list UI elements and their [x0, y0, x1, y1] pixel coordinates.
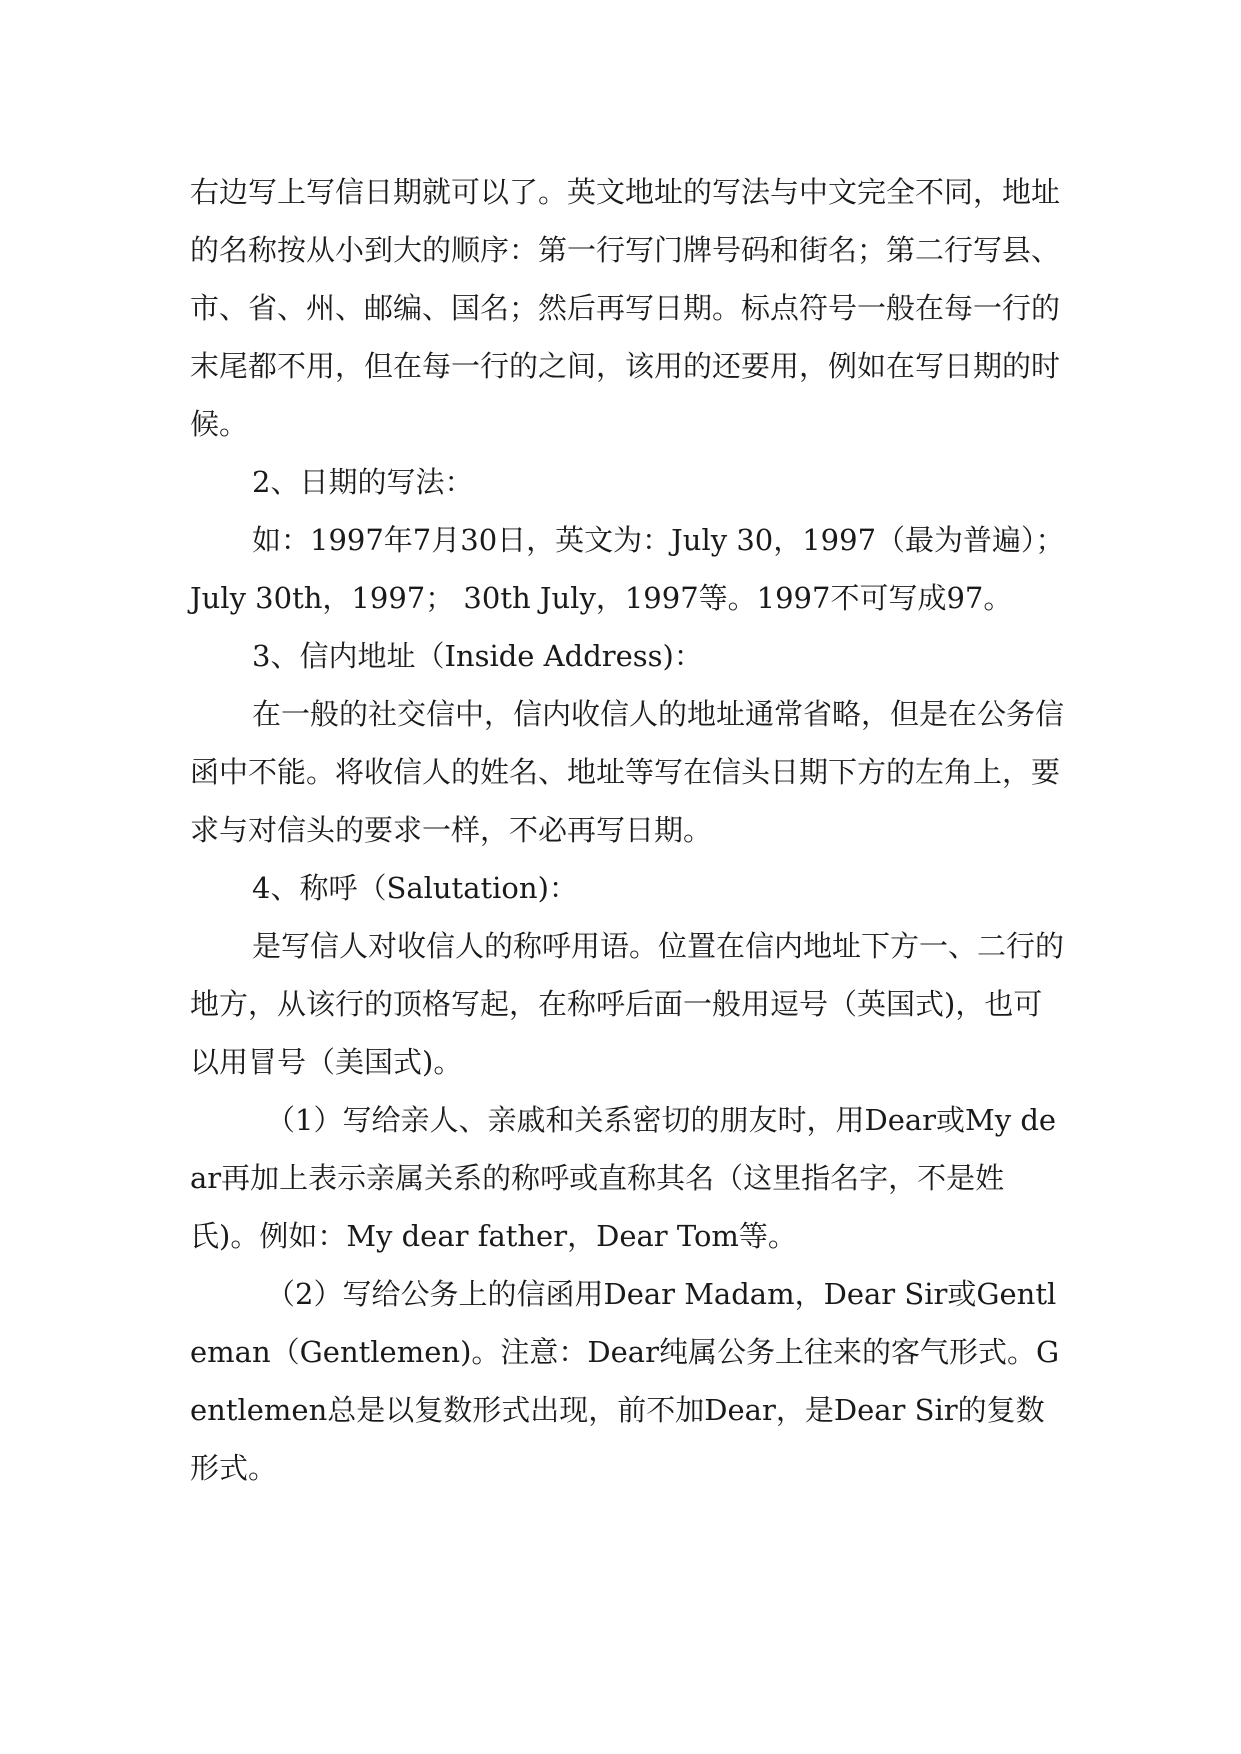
- paragraph-salutation-family: （1）写给亲人、亲戚和关系密切的朋友时，用Dear或My dear再加上表示亲属关系的称呼或直称其名（这里指名字，不是姓氏)。例如：My dear father，Dear Tom等。: [190, 1103, 1057, 1253]
- heading-inside-address: 3、信内地址（Inside Address)：: [252, 639, 703, 673]
- paragraph-address-format: 右边写上写信日期就可以了。英文地址的写法与中文完全不同，地址的名称按从小到大的顺序：第一行写门牌号码和街名；第二行写县、市、省、州、邮编、国名；然后再写日期。标点符号一般在每一行的末尾都不用，但在每一行的之间，该用的还要用，例如在写日期的时候。: [190, 175, 1061, 441]
- paragraph-inside-address: 在一般的社交信中，信内收信人的地址通常省略，但是在公务信函中不能。将收信人的姓名、地址等写在信头日期下方的左角上，要求与对信头的要求一样，不必再写日期。: [190, 697, 1065, 847]
- paragraph-salutation-business: （2）写给公务上的信函用Dear Madam，Dear Sir或Gentleman（Gentlemen)。注意：Dear纯属公务上往来的客气形式。Gentlemen总是以复数形式出现，前不加Dear，是Dear Sir的复数形式。: [190, 1277, 1060, 1485]
- paragraph-date-examples: 如：1997年7月30日，英文为：July 30，1997（最为普遍）； July 30th，1997； 30th July，1997等。1997不可写成97。: [190, 523, 1065, 615]
- paragraph-salutation: 是写信人对收信人的称呼用语。位置在信内地址下方一、二行的地方，从该行的顶格写起，在称呼后面一般用逗号（英国式)，也可以用冒号（美国式)。: [190, 929, 1065, 1079]
- heading-date-format: 2、日期的写法：: [252, 465, 474, 499]
- document-body: [190, 163, 1070, 1497]
- heading-salutation: 4、称呼（Salutation)：: [252, 871, 578, 905]
